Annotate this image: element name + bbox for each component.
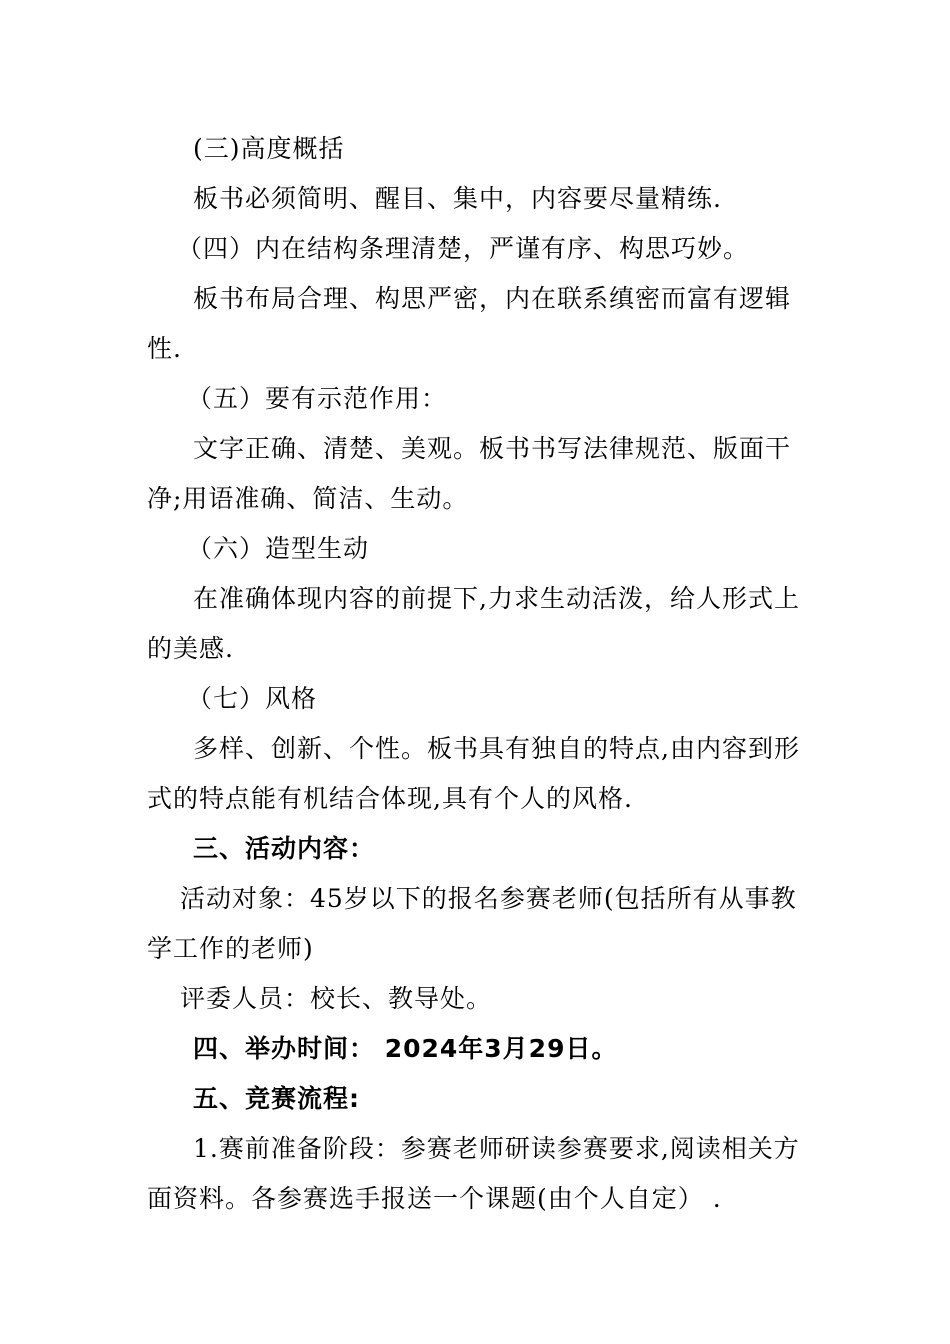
heading-5: （五）要有示范作用： xyxy=(187,384,448,413)
paragraph-line: 式的特点能有机结合体现,具有个人的风格. xyxy=(147,784,633,813)
paragraph-line: 评委人员：校长、教导处。 xyxy=(180,984,493,1013)
paragraph-line: 多样、创新、个性。板书具有独自的特点,由内容到形 xyxy=(193,734,800,763)
paragraph-line: 1.赛前准备阶段：参赛老师研读参赛要求,阅读相关方 xyxy=(193,1134,800,1163)
heading-7: （七）风格 xyxy=(187,684,318,713)
paragraph-line: 活动对象：45岁以下的报名参赛老师(包括所有从事教 xyxy=(180,884,797,913)
section-heading-process: 五、竞赛流程: xyxy=(193,1084,360,1113)
heading-4: （四）内在结构条理清楚，严谨有序、构思巧妙。 xyxy=(177,234,750,263)
heading-3: (三)高度概括 xyxy=(193,134,345,163)
paragraph-line: 板书布局合理、构思严密，内在联系缜密而富有逻辑 xyxy=(193,284,792,313)
paragraph-line: 学工作的老师) xyxy=(147,934,314,963)
section-heading-time: 四、举办时间： 2024年3月29日。 xyxy=(193,1034,618,1063)
paragraph-line: 性. xyxy=(147,334,182,363)
paragraph-line: 的美感. xyxy=(147,634,234,663)
paragraph-line: 净;用语准确、简洁、生动。 xyxy=(147,484,469,513)
heading-6: （六）造型生动 xyxy=(187,534,370,563)
paragraph-line: 文字正确、清楚、美观。板书书写法律规范、版面干 xyxy=(193,434,792,463)
paragraph-line: 在准确体现内容的前提下,力求生动活泼，给人形式上 xyxy=(193,584,800,613)
paragraph-line: 面资料。各参赛选手报送一个课题(由个人自定） . xyxy=(147,1184,722,1213)
section-heading-activity: 三、活动内容： xyxy=(193,834,376,863)
paragraph-line: 板书必须简明、醒目、集中，内容要尽量精练. xyxy=(193,184,722,213)
